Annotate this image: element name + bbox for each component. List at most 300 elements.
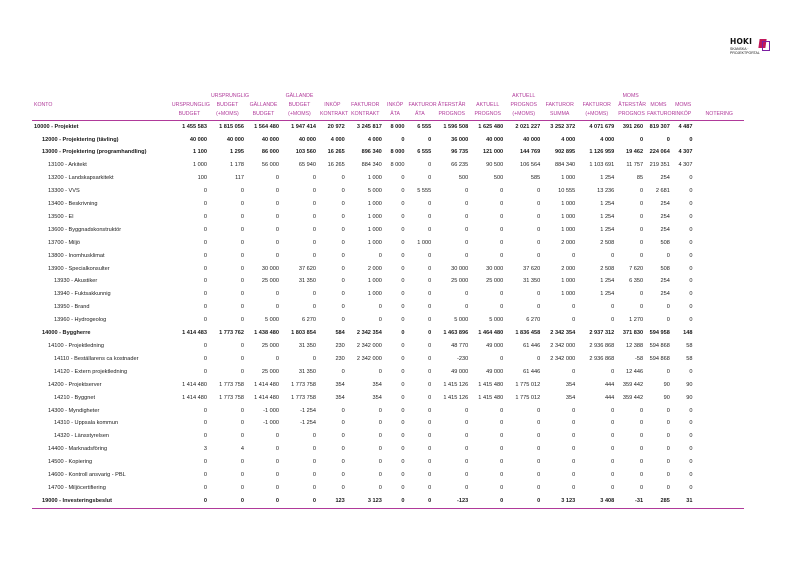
amount-cell: 0 [240, 484, 244, 491]
amount-cell: 49 000 [486, 368, 504, 375]
column-header [170, 92, 209, 101]
amount-cell: 0 [572, 407, 576, 414]
amount-cell: 0 [341, 459, 345, 466]
amount-cell: 819 307 [649, 123, 670, 130]
amount-cell: 0 [341, 226, 345, 233]
amount-cell: 0 [378, 472, 382, 479]
amount-cell: 0 [401, 175, 405, 182]
amount-cell: 40 000 [523, 136, 541, 143]
column-header: ÄTA [406, 110, 433, 120]
amount-cell: 0 [240, 188, 244, 195]
amount-cell: 2 936 868 [589, 343, 615, 350]
column-header [246, 92, 281, 101]
amount-cell: 2 000 [561, 265, 576, 272]
amount-cell: 354 [565, 394, 576, 401]
amount-cell: 0 [401, 136, 405, 143]
amount-cell: 0 [378, 484, 382, 491]
column-header [694, 92, 744, 101]
table-row [32, 275, 744, 288]
column-header: BUDGET [288, 102, 311, 109]
amount-cell: 508 [660, 265, 670, 272]
amount-cell: 0 [639, 433, 644, 440]
amount-cell: 1 254 [600, 226, 615, 233]
amount-cell: 0 [341, 407, 345, 414]
amount-cell: 0 [537, 484, 541, 491]
column-header: MOMS [622, 93, 639, 99]
amount-cell: 0 [639, 201, 644, 208]
note-cell [694, 327, 744, 340]
amount-cell: -1 000 [263, 407, 279, 414]
amount-cell: 0 [312, 175, 316, 182]
amount-cell: 1 000 [367, 226, 382, 233]
note-cell [694, 314, 744, 327]
amount-cell: 0 [537, 226, 541, 233]
amount-cell: 0 [500, 213, 504, 220]
table-row [32, 482, 744, 495]
amount-cell: 0 [203, 472, 207, 479]
amount-cell: 0 [611, 472, 615, 479]
amount-cell: 144 769 [519, 149, 541, 156]
amount-cell: 0 [572, 472, 576, 479]
amount-cell: 1 414 480 [254, 394, 279, 401]
column-header [542, 92, 577, 101]
note-cell [694, 250, 744, 263]
amount-cell: 19 462 [625, 149, 644, 156]
amount-cell: 0 [500, 407, 504, 414]
amount-cell: 2 342 000 [356, 355, 382, 362]
budget-report-table [32, 92, 744, 509]
column-header: AKTUELL [476, 102, 500, 109]
amount-cell: 0 [240, 433, 244, 440]
amount-cell: 0 [639, 484, 644, 491]
amount-cell: 1 254 [600, 213, 615, 220]
account-name: 14600 - Kontroll ansvarig - PBL [48, 472, 126, 479]
amount-cell: 1 625 480 [478, 123, 504, 130]
column-header: ÄTA [384, 110, 407, 120]
amount-cell: 121 000 [482, 149, 504, 156]
amount-cell: 2 342 000 [550, 343, 576, 350]
amount-cell: 0 [689, 278, 693, 285]
account-name: 13200 - Landskapsarkitekt [48, 175, 114, 182]
column-header: (+MOMS) [577, 110, 616, 120]
note-cell [694, 134, 744, 147]
table-row [32, 379, 744, 392]
amount-cell: 0 [341, 420, 345, 427]
table-row [32, 159, 744, 172]
table-row [32, 120, 744, 133]
amount-cell: 25 000 [261, 278, 279, 285]
amount-cell: 0 [465, 252, 469, 259]
amount-cell: 0 [465, 472, 469, 479]
amount-cell: 5 555 [417, 188, 432, 195]
amount-cell: 0 [312, 433, 316, 440]
table-row [32, 146, 744, 159]
amount-cell: 1 438 480 [254, 330, 279, 337]
amount-cell: 25 000 [261, 368, 279, 375]
amount-cell: 1 000 [561, 201, 576, 208]
amount-cell: 1 803 854 [291, 330, 316, 337]
amount-cell: 0 [203, 433, 207, 440]
amount-cell: 0 [500, 304, 504, 311]
amount-cell: 0 [341, 175, 345, 182]
amount-cell: 0 [203, 343, 207, 350]
amount-cell: 0 [465, 201, 469, 208]
amount-cell: 0 [537, 188, 541, 195]
amount-cell: 2 342 354 [550, 330, 576, 337]
amount-cell: 103 560 [295, 149, 316, 156]
note-cell [694, 275, 744, 288]
table-row [32, 430, 744, 443]
amount-cell: 585 [530, 175, 541, 182]
amount-cell: 0 [572, 459, 576, 466]
amount-cell: 85 [636, 175, 644, 182]
amount-cell: 49 000 [451, 368, 469, 375]
amount-cell: 0 [611, 484, 615, 491]
note-cell [694, 366, 744, 379]
amount-cell: 30 000 [451, 265, 469, 272]
table-body [32, 120, 744, 508]
amount-cell: 0 [401, 394, 405, 401]
amount-cell: 0 [401, 459, 405, 466]
amount-cell: 2 508 [600, 239, 615, 246]
amount-cell: 0 [275, 252, 279, 259]
note-cell [694, 379, 744, 392]
amount-cell: 0 [689, 317, 693, 324]
amount-cell: 3 252 372 [550, 123, 576, 130]
amount-cell: 884 340 [554, 162, 576, 169]
column-header: KONTRAKT [318, 110, 347, 120]
amount-cell: 0 [378, 420, 382, 427]
account-name: 13400 - Beskrivning [48, 201, 98, 208]
amount-cell: 0 [401, 368, 405, 375]
amount-cell: 0 [689, 136, 693, 143]
amount-cell: 0 [428, 433, 432, 440]
amount-cell: 0 [689, 175, 693, 182]
amount-cell: 0 [639, 472, 644, 479]
amount-cell: 0 [203, 368, 207, 375]
amount-cell: 30 000 [486, 265, 504, 272]
amount-cell: 0 [500, 291, 504, 298]
column-header [433, 92, 470, 101]
column-header: PROGNOS [510, 102, 537, 109]
amount-cell: 0 [341, 317, 345, 324]
amount-cell: 0 [611, 459, 615, 466]
amount-cell: 4 487 [678, 123, 693, 130]
amount-cell: 37 620 [298, 265, 316, 272]
amount-cell: 0 [500, 226, 504, 233]
column-header [577, 92, 616, 101]
amount-cell: 1 773 758 [291, 394, 316, 401]
amount-cell: 6 555 [417, 123, 432, 130]
note-cell [694, 417, 744, 430]
amount-cell: 0 [401, 201, 405, 208]
account-name: 13500 - El [48, 213, 74, 220]
amount-cell: 0 [428, 252, 432, 259]
amount-cell: 0 [611, 368, 615, 375]
amount-cell: 0 [689, 446, 693, 453]
amount-cell: 0 [689, 213, 693, 220]
amount-cell: 0 [537, 304, 541, 311]
logo-subtext: SKANSKA · PROJEKTPORTAL [730, 47, 760, 55]
amount-cell: 0 [465, 239, 469, 246]
note-cell [694, 172, 744, 185]
amount-cell: 0 [689, 459, 693, 466]
amount-cell: 0 [689, 188, 693, 195]
amount-cell: 0 [428, 446, 432, 453]
amount-cell: 508 [660, 239, 670, 246]
amount-cell: 1 000 [561, 213, 576, 220]
amount-cell: 7 620 [629, 265, 644, 272]
amount-cell: 90 [663, 394, 670, 401]
amount-cell: 0 [689, 201, 693, 208]
amount-cell: 230 [335, 355, 345, 362]
amount-cell: 0 [689, 368, 693, 375]
amount-cell: 0 [240, 201, 244, 208]
amount-cell: 0 [428, 355, 432, 362]
amount-cell: 0 [240, 252, 244, 259]
note-cell [694, 288, 744, 301]
amount-cell: 1 000 [561, 226, 576, 233]
amount-cell: 1 103 691 [589, 162, 615, 169]
column-header: INKÖP [387, 102, 404, 109]
note-cell [694, 237, 744, 250]
column-header: PROGNOS [433, 110, 470, 120]
amount-cell: 0 [689, 472, 693, 479]
amount-cell: 0 [378, 368, 382, 375]
amount-cell: 0 [341, 188, 345, 195]
amount-cell: 48 770 [451, 343, 469, 350]
amount-cell: 0 [428, 484, 432, 491]
amount-cell: 0 [639, 213, 644, 220]
amount-cell: 0 [572, 484, 576, 491]
amount-cell: 0 [275, 304, 279, 311]
amount-cell: 0 [537, 252, 541, 259]
amount-cell: 0 [465, 188, 469, 195]
amount-cell: 0 [240, 420, 244, 427]
amount-cell: 25 000 [261, 343, 279, 350]
amount-cell: 1 464 480 [478, 330, 504, 337]
amount-cell: 0 [312, 226, 316, 233]
amount-cell: 0 [500, 201, 504, 208]
amount-cell: 0 [465, 459, 469, 466]
amount-cell: 2 508 [600, 265, 615, 272]
amount-cell: 31 350 [523, 278, 541, 285]
amount-cell: 1 773 762 [219, 330, 244, 337]
amount-cell: 0 [401, 433, 405, 440]
column-header [672, 92, 695, 101]
account-name: 14210 - Byggnet [54, 394, 96, 401]
note-cell [694, 469, 744, 482]
amount-cell: 0 [465, 446, 469, 453]
amount-cell: 0 [312, 252, 316, 259]
amount-cell: 25 000 [451, 278, 469, 285]
amount-cell: 11 757 [626, 162, 644, 169]
amount-cell: 0 [203, 265, 207, 272]
amount-cell: 0 [341, 433, 345, 440]
amount-cell: 0 [341, 213, 345, 220]
amount-cell: 1 000 [367, 239, 382, 246]
amount-cell: 8 000 [390, 123, 405, 130]
amount-cell: 1 000 [367, 291, 382, 298]
amount-cell: 0 [689, 407, 693, 414]
amount-cell: 0 [428, 291, 432, 298]
amount-cell: -1 254 [300, 407, 316, 414]
amount-cell: 0 [428, 213, 432, 220]
amount-cell: 0 [611, 317, 615, 324]
amount-cell: 1 254 [600, 175, 615, 182]
account-name: 13000 - Projektering (programhandling) [42, 149, 147, 156]
column-header: INKÖP [672, 110, 695, 120]
amount-cell: 354 [335, 381, 345, 388]
amount-cell: 0 [341, 265, 345, 272]
amount-cell: 0 [537, 433, 541, 440]
amount-cell: 0 [401, 407, 405, 414]
amount-cell: 2 937 312 [589, 330, 615, 337]
column-header: NOTERING [694, 110, 744, 120]
amount-cell: 31 [672, 495, 695, 508]
note-cell [694, 301, 744, 314]
column-header: BUDGET [216, 102, 239, 109]
amount-cell: 0 [401, 472, 405, 479]
amount-cell: -1 254 [300, 420, 316, 427]
amount-cell: 1 773 758 [219, 394, 244, 401]
amount-cell: 0 [666, 407, 670, 414]
amount-cell: 0 [639, 304, 644, 311]
amount-cell: 0 [537, 420, 541, 427]
account-name: 13940 - Fuktsakkunnig [54, 291, 111, 298]
column-header: (+MOMS) [505, 110, 542, 120]
table-row [32, 340, 744, 353]
amount-cell: 1 775 012 [515, 381, 541, 388]
amount-cell: -1 000 [263, 420, 279, 427]
amount-cell: 1 415 480 [478, 394, 504, 401]
amount-cell: 254 [660, 226, 670, 233]
amount-cell: 500 [458, 175, 469, 182]
amount-cell: 0 [537, 459, 541, 466]
column-header [406, 92, 433, 101]
column-header: GÄLLANDE [249, 102, 278, 109]
amount-cell: 0 [240, 304, 244, 311]
account-name: 13950 - Brand [54, 304, 90, 311]
amount-cell: 90 [686, 394, 693, 401]
amount-cell: 0 [505, 495, 542, 508]
amount-cell: 0 [341, 239, 345, 246]
amount-cell: 0 [639, 252, 644, 259]
amount-cell: 0 [240, 355, 244, 362]
amount-cell: 0 [203, 420, 207, 427]
amount-cell: 0 [639, 459, 644, 466]
amount-cell: 0 [312, 291, 316, 298]
amount-cell: 0 [611, 407, 615, 414]
account-name: 14500 - Kopiering [48, 459, 93, 466]
column-header [645, 92, 672, 101]
account-name: 14000 - Byggherre [42, 330, 91, 337]
amount-cell: 6 350 [629, 278, 644, 285]
account-name: 12000 - Projektering (tävling) [42, 136, 119, 143]
amount-cell: 0 [275, 213, 279, 220]
note-cell [694, 159, 744, 172]
column-header: MOMS [675, 102, 692, 109]
amount-cell: 123 [318, 495, 347, 508]
amount-cell: 0 [537, 291, 541, 298]
column-header: BUDGET [170, 110, 209, 120]
amount-cell: 254 [660, 201, 670, 208]
amount-cell: 0 [428, 343, 432, 350]
amount-cell: 0 [470, 495, 505, 508]
amount-cell: 884 340 [361, 162, 382, 169]
amount-cell: 0 [428, 459, 432, 466]
company-logo [730, 38, 770, 60]
account-name: 14100 - Projektledning [48, 343, 104, 350]
amount-cell: 1 254 [600, 201, 615, 208]
amount-cell: 0 [378, 317, 382, 324]
amount-cell: 285 [645, 495, 672, 508]
column-header [32, 92, 170, 101]
amount-cell: 0 [275, 459, 279, 466]
amount-cell: 0 [639, 291, 644, 298]
amount-cell: 0 [465, 484, 469, 491]
amount-cell: 0 [341, 291, 345, 298]
amount-cell: 0 [465, 213, 469, 220]
table-row [32, 417, 744, 430]
amount-cell: 0 [341, 201, 345, 208]
amount-cell: 36 000 [451, 136, 469, 143]
amount-cell: 0 [611, 433, 615, 440]
table-row [32, 250, 744, 263]
amount-cell: 0 [401, 484, 405, 491]
amount-cell: 30 000 [261, 265, 279, 272]
column-header: PROGNOS [616, 110, 645, 120]
amount-cell: 0 [275, 433, 279, 440]
amount-cell: 219 351 [649, 162, 670, 169]
amount-cell: 0 [572, 252, 576, 259]
amount-cell: 0 [275, 446, 279, 453]
column-header: FAKTUROR [645, 110, 672, 120]
amount-cell: 40 000 [226, 136, 244, 143]
amount-cell: 0 [639, 420, 644, 427]
column-header: PROGNOS [470, 110, 505, 120]
amount-cell: 0 [312, 459, 316, 466]
note-cell [694, 392, 744, 405]
amount-cell: 37 620 [523, 265, 541, 272]
column-header: (+MOMS) [209, 110, 246, 120]
note-cell [694, 405, 744, 418]
amount-cell: 1 836 458 [515, 330, 541, 337]
amount-cell: 0 [401, 226, 405, 233]
amount-cell: 3 123 [542, 495, 577, 508]
amount-cell: 0 [401, 213, 405, 220]
amount-cell: 1 000 [367, 175, 382, 182]
amount-cell: 0 [572, 304, 576, 311]
header-row-3 [32, 110, 744, 120]
amount-cell: 371 830 [622, 330, 644, 337]
amount-cell: 1 000 [367, 201, 382, 208]
amount-cell: 5 000 [264, 317, 279, 324]
amount-cell: 0 [341, 446, 345, 453]
amount-cell: 61 446 [523, 343, 541, 350]
amount-cell: 4 307 [678, 149, 693, 156]
amount-cell: 0 [611, 446, 615, 453]
amount-cell: 0 [384, 495, 407, 508]
amount-cell: 3 123 [347, 495, 384, 508]
amount-cell: 0 [401, 420, 405, 427]
amount-cell: 0 [689, 252, 693, 259]
amount-cell: 0 [689, 420, 693, 427]
amount-cell: 0 [203, 252, 207, 259]
amount-cell: 359 442 [622, 381, 644, 388]
note-cell [694, 482, 744, 495]
amount-cell: 1 000 [367, 278, 382, 285]
